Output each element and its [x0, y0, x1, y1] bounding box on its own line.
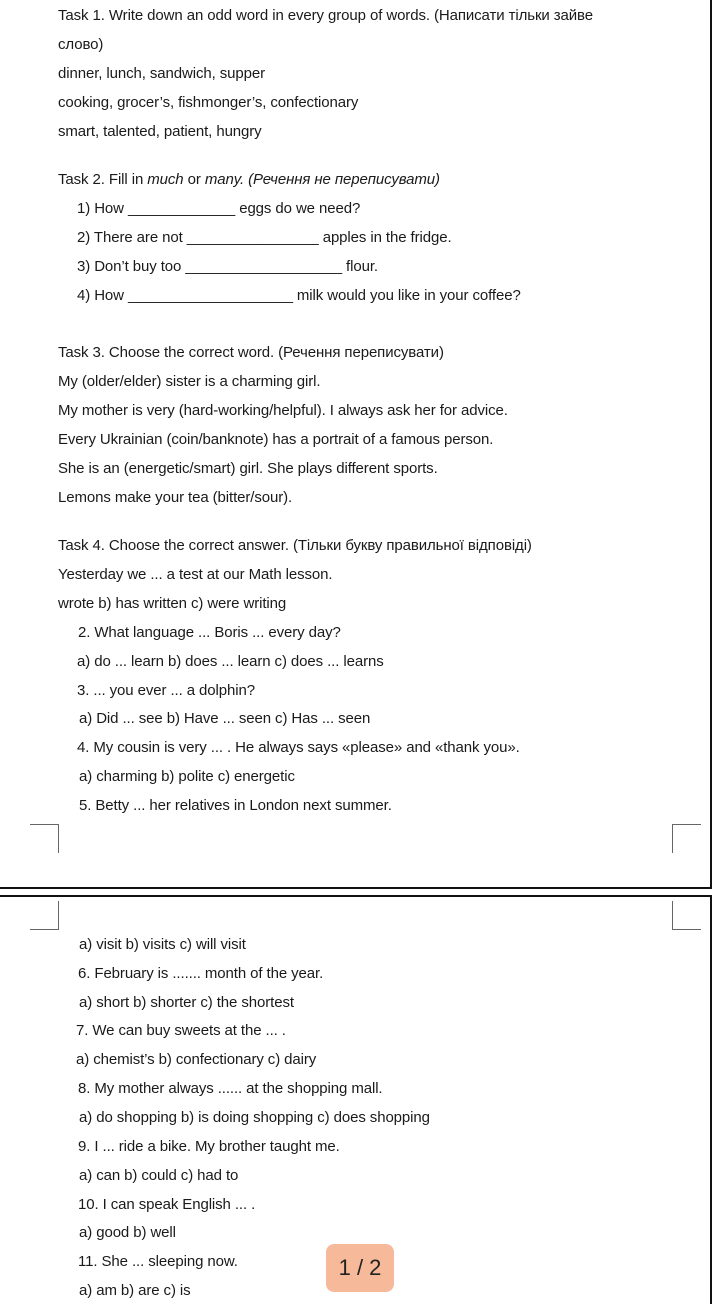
task3-item: She is an (energetic/smart) girl. She plays different sports. [58, 460, 438, 477]
task2-item: 4) How ____________________ milk would you like in your coffee? [77, 287, 521, 304]
task2-title [58, 170, 440, 190]
task4-item: a) am b) are c) is [79, 1282, 191, 1299]
task4-item: a) Did ... see b) Have ... seen c) Has ... seen [79, 710, 371, 727]
task4-item: a) good b) well [79, 1224, 176, 1241]
document-page-2 [0, 895, 712, 1304]
task3-item: Every Ukrainian (coin/banknote) has a portrait of a famous person. [58, 431, 494, 448]
task1-title: Task 1. Write down an odd word in every group of words. (Написати тільки зайве [58, 7, 593, 24]
task4-item: a) chemist’s b) confectionary c) dairy [76, 1051, 317, 1068]
task1-item: smart, talented, patient, hungry [58, 123, 262, 140]
task1-title-continued: слово) [58, 36, 104, 53]
task2-item: 1) How _____________ eggs do we need? [77, 200, 361, 217]
task4-item: 11. She ... sleeping now. [78, 1253, 238, 1270]
task3-item: Lemons make your tea (bitter/sour). [58, 489, 293, 506]
task4-item: a) visit b) visits c) will visit [79, 936, 246, 953]
task4-item: Yesterday we ... a test at our Math lesson. [58, 566, 333, 583]
task4-item: wrote b) has written c) were writing [58, 595, 287, 612]
task2-item: 2) There are not ________________ apples in the fridge. [77, 229, 452, 246]
task3-item: My (older/elder) sister is a charming girl. [58, 373, 321, 390]
task1-item: cooking, grocer’s, fishmonger’s, confectionary [58, 94, 359, 111]
task4-item: 5. Betty ... her relatives in London next summer. [79, 797, 392, 814]
task4-item: a) short b) shorter c) the shortest [79, 994, 294, 1011]
task4-item: 10. I can speak English ... . [78, 1196, 256, 1213]
task4-item: 3. ... you ever ... a dolphin? [77, 682, 255, 699]
page-corner-mark [30, 901, 59, 930]
task4-title: Task 4. Choose the correct answer. (Тільки букву правильної відповіді) [58, 537, 532, 554]
task3-item: My mother is very (hard-working/helpful). I always ask her for advice. [58, 402, 508, 419]
page-corner-mark [30, 824, 59, 853]
page-corner-mark [672, 824, 701, 853]
task4-item: a) do ... learn b) does ... learn c) does ... learns [77, 653, 384, 670]
task4-item: 9. I ... ride a bike. My brother taught me. [78, 1138, 340, 1155]
task2-title-or: or [183, 171, 205, 188]
task4-item: a) do shopping b) is doing shopping c) does shopping [79, 1109, 430, 1126]
task2-title-many: many. (Речення не переписувати) [204, 171, 440, 188]
task4-item: 6. February is ....... month of the year. [78, 965, 324, 982]
task1-item: dinner, lunch, sandwich, supper [58, 65, 266, 82]
task4-item: 7. We can buy sweets at the ... . [76, 1022, 286, 1039]
task4-item: 8. My mother always ...... at the shopping mall. [78, 1080, 383, 1097]
task3-title: Task 3. Choose the correct word. (Речення переписувати) [58, 344, 444, 361]
task2-title-much: much [147, 171, 184, 188]
task2-title-prefix: Task 2. Fill in [58, 171, 148, 188]
task4-item: 2. What language ... Boris ... every day? [78, 624, 341, 641]
task4-item: a) charming b) polite c) energetic [79, 768, 295, 785]
page-indicator-badge[interactable]: 1 / 2 [326, 1244, 394, 1292]
page-corner-mark [672, 901, 701, 930]
task4-item: a) can b) could c) had to [79, 1167, 239, 1184]
task4-item: 4. My cousin is very ... . He always says «please» and «thank you». [77, 739, 520, 756]
task2-item: 3) Don’t buy too ___________________ flour. [77, 258, 378, 275]
